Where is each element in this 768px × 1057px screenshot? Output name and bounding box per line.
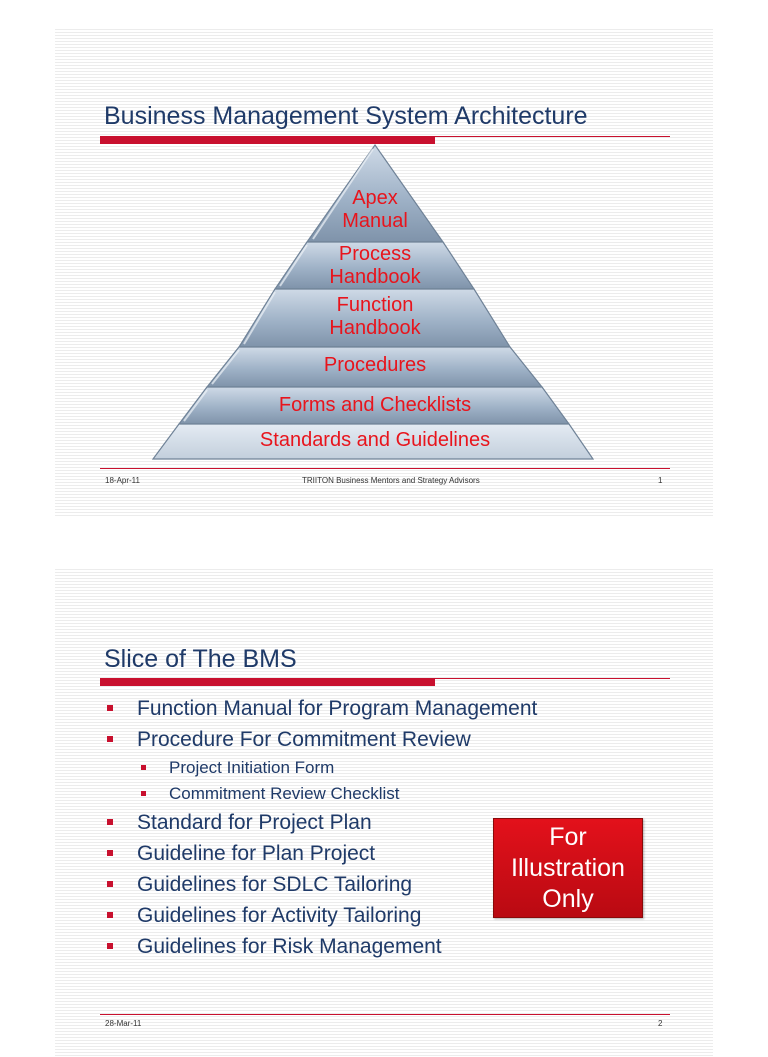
bullet-item: Guideline for Plan Project [103,838,483,869]
pyramid-label-procedures: Procedures [323,354,427,376]
slide-1 [55,27,713,517]
sub-bullet-item: Project Initiation Form [103,755,483,781]
footer-organization: TRIITON Business Mentors and Strategy Advisors [302,476,480,485]
pyramid-label-apex: Apex Manual [342,187,408,232]
footer-date: 28-Mar-11 [105,1019,142,1028]
bullet-item: Guidelines for Activity Tailoring [103,900,483,931]
bullet-item: Procedure For Commitment Review [103,724,483,755]
bullet-item: Guidelines for SDLC Tailoring [103,869,483,900]
footer-page-number: 1 [658,476,663,485]
sub-bullet-item: Commitment Review Checklist [103,781,483,807]
bullet-item: Function Manual for Program Management [103,693,483,724]
pyramid-label-process: Process Handbook [329,243,421,288]
pyramid-label-forms: Forms and Checklists [278,394,472,416]
bullet-list [103,693,538,962]
footer-rule [100,468,670,469]
title-rule-thick [100,679,435,686]
illustration-only-badge: For Illustration Only [493,818,643,918]
bullet-item: Standard for Project Plan [103,807,483,838]
footer-rule [100,1014,670,1015]
slide-title: Business Management System Architecture [104,102,588,130]
footer-page-number: 2 [658,1019,663,1028]
slide-2 [55,567,713,1057]
slide-title: Slice of The BMS [104,645,297,673]
pyramid-label-standards: Standards and Guidelines [259,429,491,451]
footer-date: 18-Apr-11 [105,476,140,485]
pyramid-label-function: Function Handbook [329,294,421,339]
bullet-item: Guidelines for Risk Management [103,931,483,962]
